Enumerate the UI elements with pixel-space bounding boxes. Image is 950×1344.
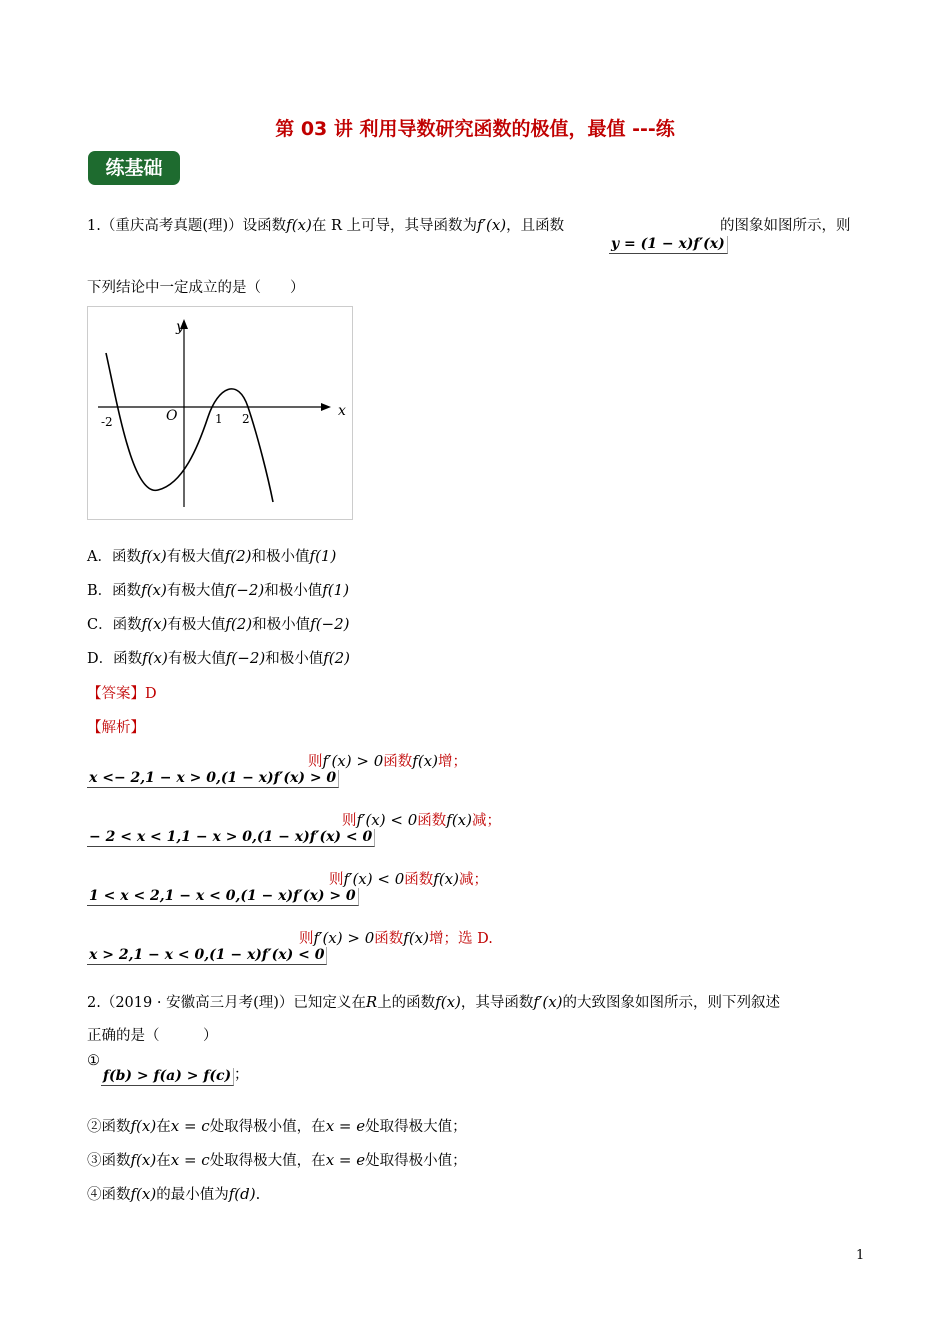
q2-item1-expr: f(b) > f(a) > f(c) (101, 1068, 234, 1086)
tick-label-neg2: -2 (101, 415, 113, 429)
section-badge: 练基础 (88, 151, 180, 185)
option-b[interactable]: B．函数f(x)有极大值f(−2)和极小值f(1) (87, 581, 350, 599)
curve (106, 353, 273, 502)
analysis-result-4: 则f′(x) > 0函数f(x)增；选 D. (299, 929, 493, 947)
q2-item4: ④函数f(x)的最小值为f(d). (87, 1185, 261, 1203)
q2-item1-end: ； (234, 1067, 249, 1083)
x-axis-arrow (321, 403, 331, 411)
answer-line: 【答案】D (87, 686, 157, 702)
option-c[interactable]: C．函数f(x)有极大值f(2)和极小值f(−2) (87, 615, 350, 633)
x-axis-label: x (338, 403, 346, 419)
y-axis-label: y (176, 319, 184, 335)
q1-stem-line2: 下列结论中一定成立的是（ ） (87, 280, 305, 296)
page-title: 第 03 讲 利用导数研究函数的极值，最值 ---练 (275, 118, 675, 140)
q2-stem-line1: 2.（2019 · 安徽高三月考(理)）已知定义在R上的函数f(x)，其导函数f′(x)的大致图象如图所示，则下列叙述 (87, 993, 781, 1011)
option-a[interactable]: A．函数f(x)有极大值f(2)和极小值f(1) (87, 547, 337, 565)
analysis-cond-3: 1 < x < 2,1 − x < 0,(1 − x)f′(x) > 0 (87, 888, 359, 906)
analysis-cond-2: − 2 < x < 1,1 − x > 0,(1 − x)f′(x) < 0 (87, 829, 375, 847)
q1-graph (88, 307, 352, 519)
q2-stem-line2: 正确的是（ ） (87, 1028, 218, 1044)
q1-function-expr: y = (1 − x)f′(x) (609, 236, 728, 254)
q2-item3: ③函数f(x)在x = c处取得极大值，在x = e处取得极小值； (87, 1151, 467, 1169)
q1-stem-line1: 1.（重庆高考真题(理)）设函数f(x)在 R 上可导，其导函数为f′(x)，且函数 (87, 216, 565, 234)
page-number: 1 (856, 1248, 865, 1263)
analysis-result-2: 则f′(x) < 0函数f(x)减； (342, 811, 501, 829)
analysis-cond-1: x <− 2,1 − x > 0,(1 − x)f′(x) > 0 (87, 770, 339, 788)
q2-item1-num: ① (87, 1053, 100, 1069)
q2-item2: ②函数f(x)在x = c处取得极小值，在x = e处取得极大值； (87, 1117, 467, 1135)
tick-label-1: 1 (215, 412, 223, 426)
option-d[interactable]: D．函数f(x)有极大值f(−2)和极小值f(2) (87, 649, 351, 667)
q1-stem-line1-end: 的图象如图所示，则 (720, 218, 851, 234)
analysis-label: 【解析】 (87, 720, 145, 736)
origin-label: O (166, 408, 178, 424)
analysis-result-1: 则f′(x) > 0函数f(x)增； (308, 752, 467, 770)
q1-graph-frame (87, 306, 353, 520)
analysis-cond-4: x > 2,1 − x < 0,(1 − x)f′(x) < 0 (87, 947, 327, 965)
tick-label-2: 2 (242, 412, 250, 426)
analysis-result-3: 则f′(x) < 0函数f(x)减； (329, 870, 488, 888)
